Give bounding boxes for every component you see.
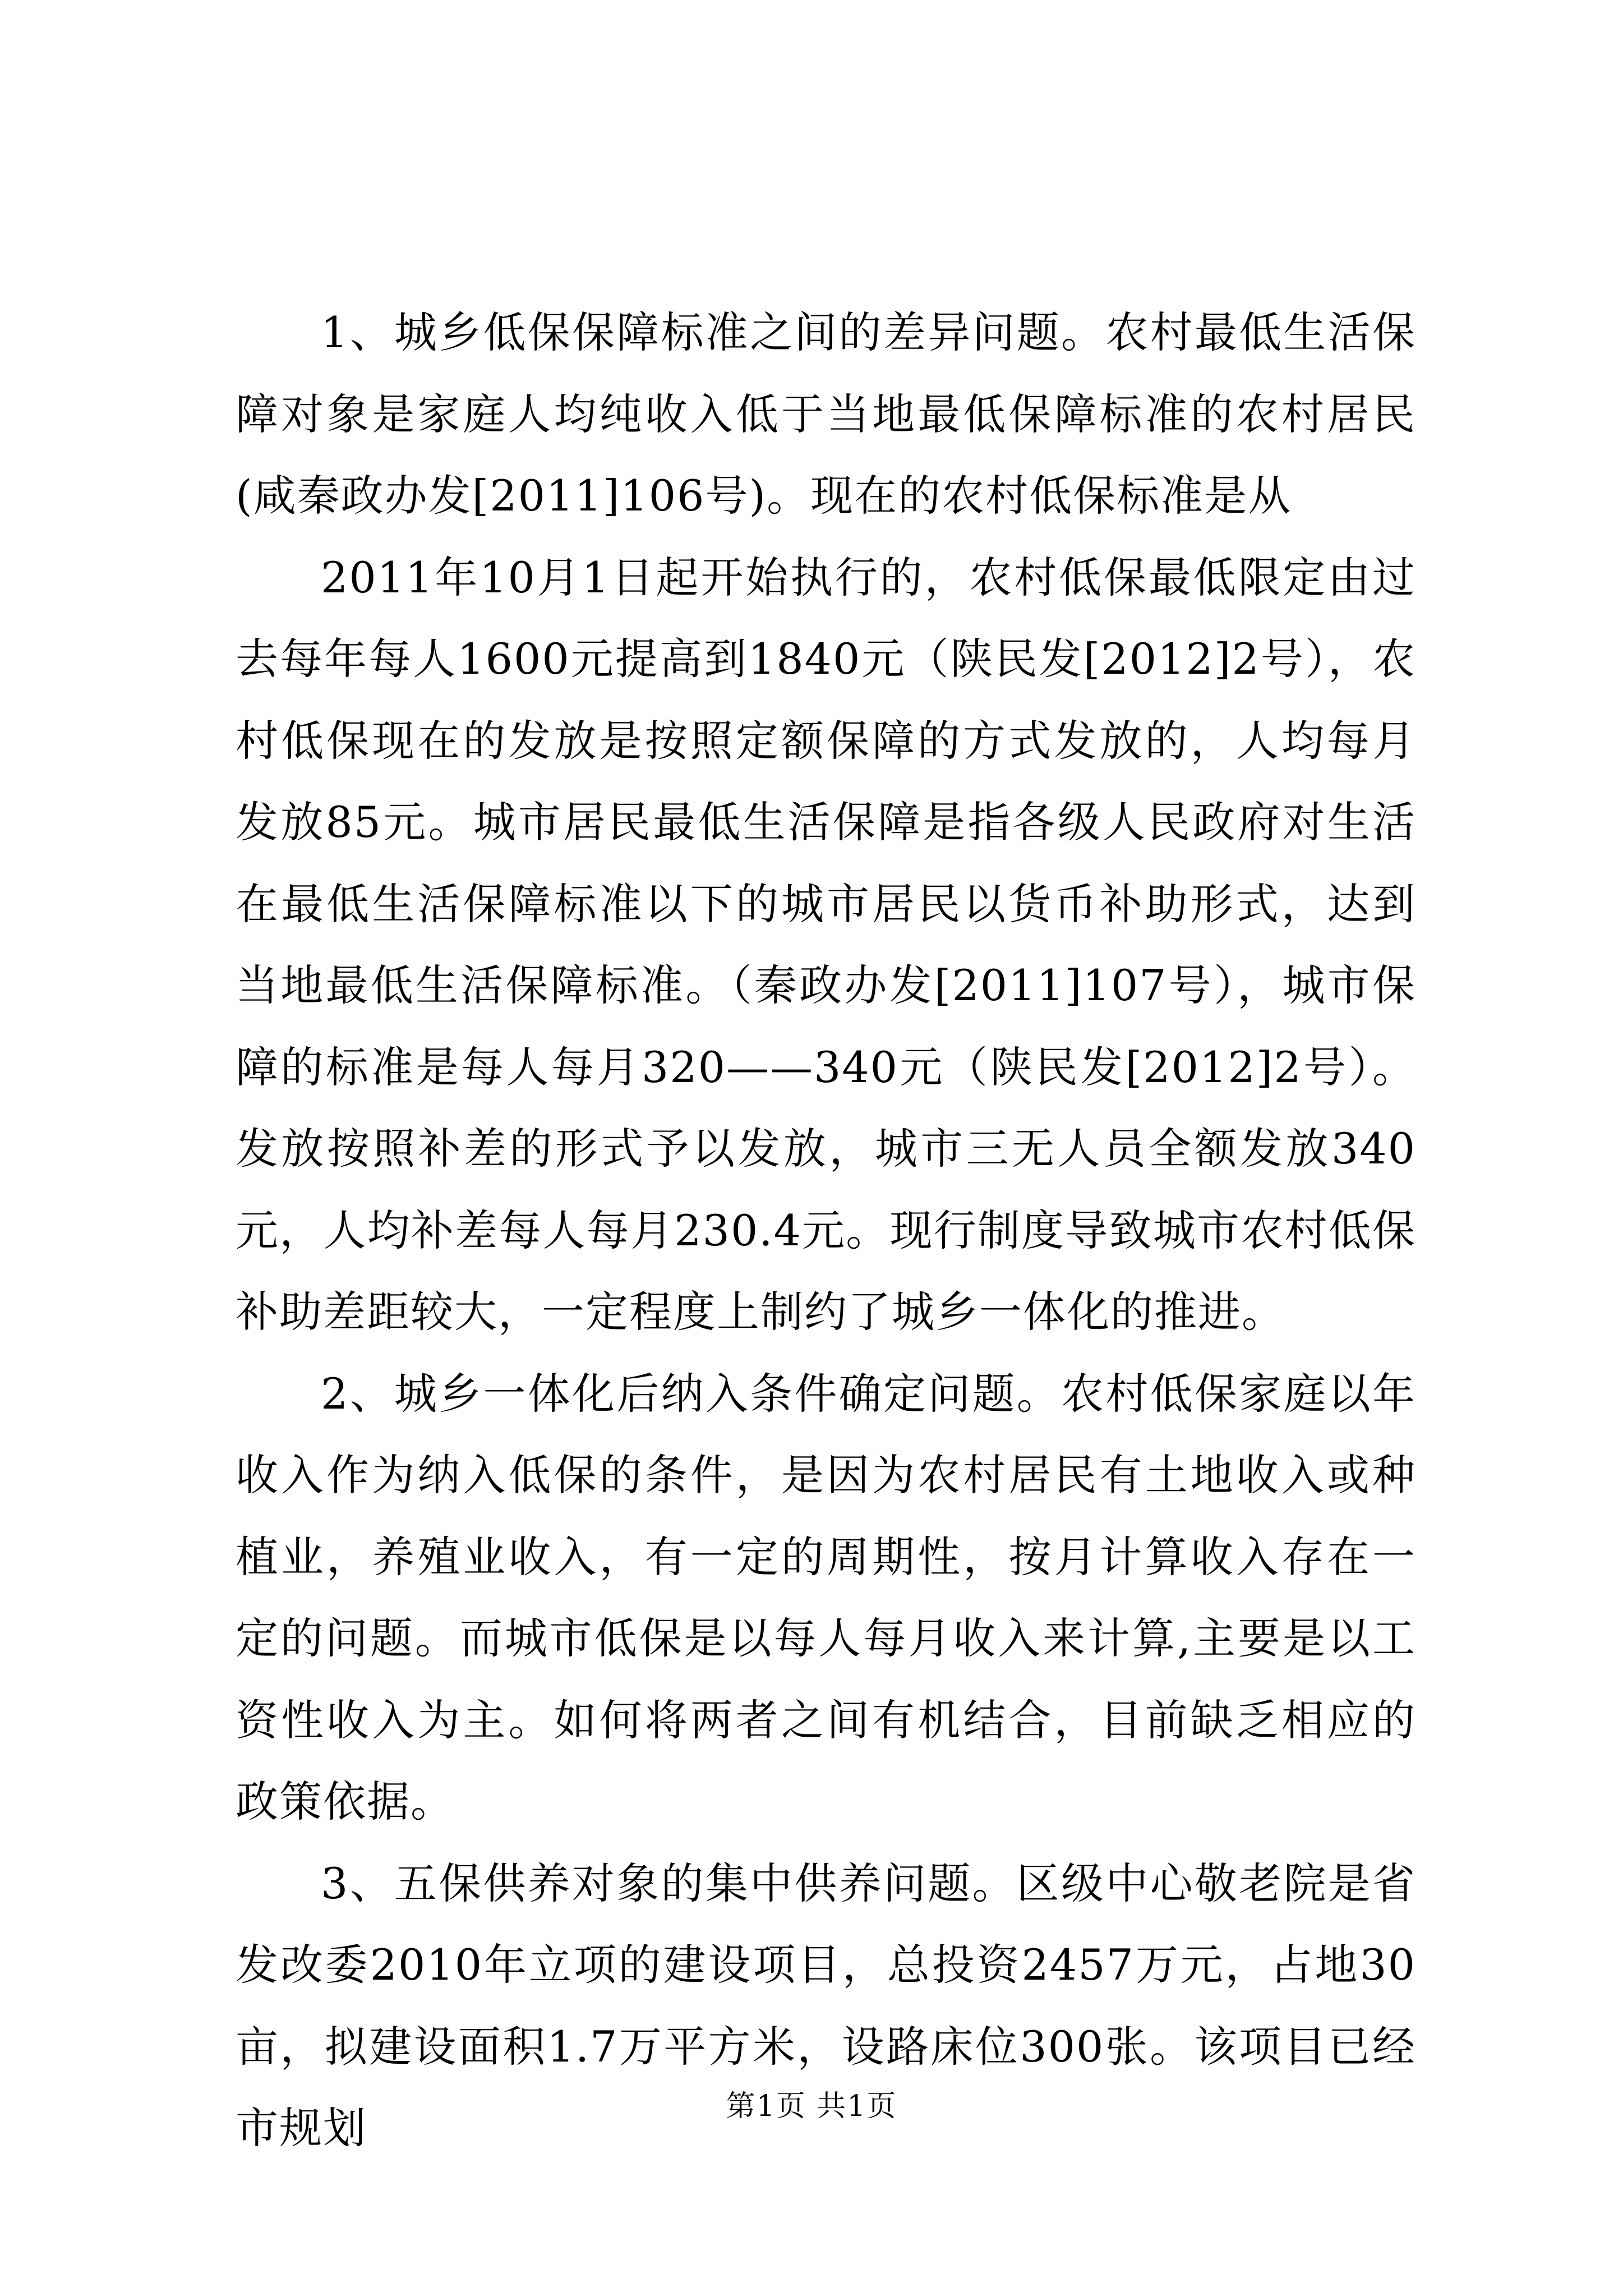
- paragraph-1: 1、城乡低保保障标准之间的差异问题。农村最低生活保障对象是家庭人均纯收入低于当地最低保障标准的农村居民(咸秦政办发[2011]106号)。现在的农村低保标准是从: [236, 307, 1416, 521]
- page-footer: [0, 2087, 1623, 2126]
- paragraph-4: 3、五保供养对象的集中供养问题。区级中心敬老院是省发改委2010年立项的建设项目，总投资2457万元，占地30亩，拟建设面积1.7万平方米，设路床位300张。该项目已经市规划: [236, 1858, 1416, 2153]
- paragraph-2: 2011年10月1日起开始执行的，农村低保最低限定由过去每年每人1600元提高到1840元（陕民发[2012]2号），农村低保现在的发放是按照定额保障的方式发放的，人均每月发放85元。城市居民最低生活保障是指各级人民政府对生活在最低生活保障标准以下的城市居民以货币补助形式，达到当地最低生活保障标准。（秦政办发[2011]107号），城市保障的标准是每人每月320——340元（陕民发[2012]2号）。发放按照补差的形式予以发放，城市三无人员全额发放340元，人均补差每人每月230.4元。现行制度导致城市农村低保补助差距较大，一定程度上制约了城乡一体化的推进。: [236, 552, 1416, 1337]
- document-body: [236, 292, 1416, 2169]
- paragraph-3: 2、城乡一体化后纳入条件确定问题。农村低保家庭以年收入作为纳入低保的条件，是因为农村居民有土地收入或种植业，养殖业收入，有一定的周期性，按月计算收入存在一定的问题。而城市低保是以每人每月收入来计算,主要是以工资性收入为主。如何将两者之间有机结合，目前缺乏相应的政策依据。: [236, 1368, 1416, 1826]
- page-number-label: 第1页 共1页: [726, 2090, 897, 2123]
